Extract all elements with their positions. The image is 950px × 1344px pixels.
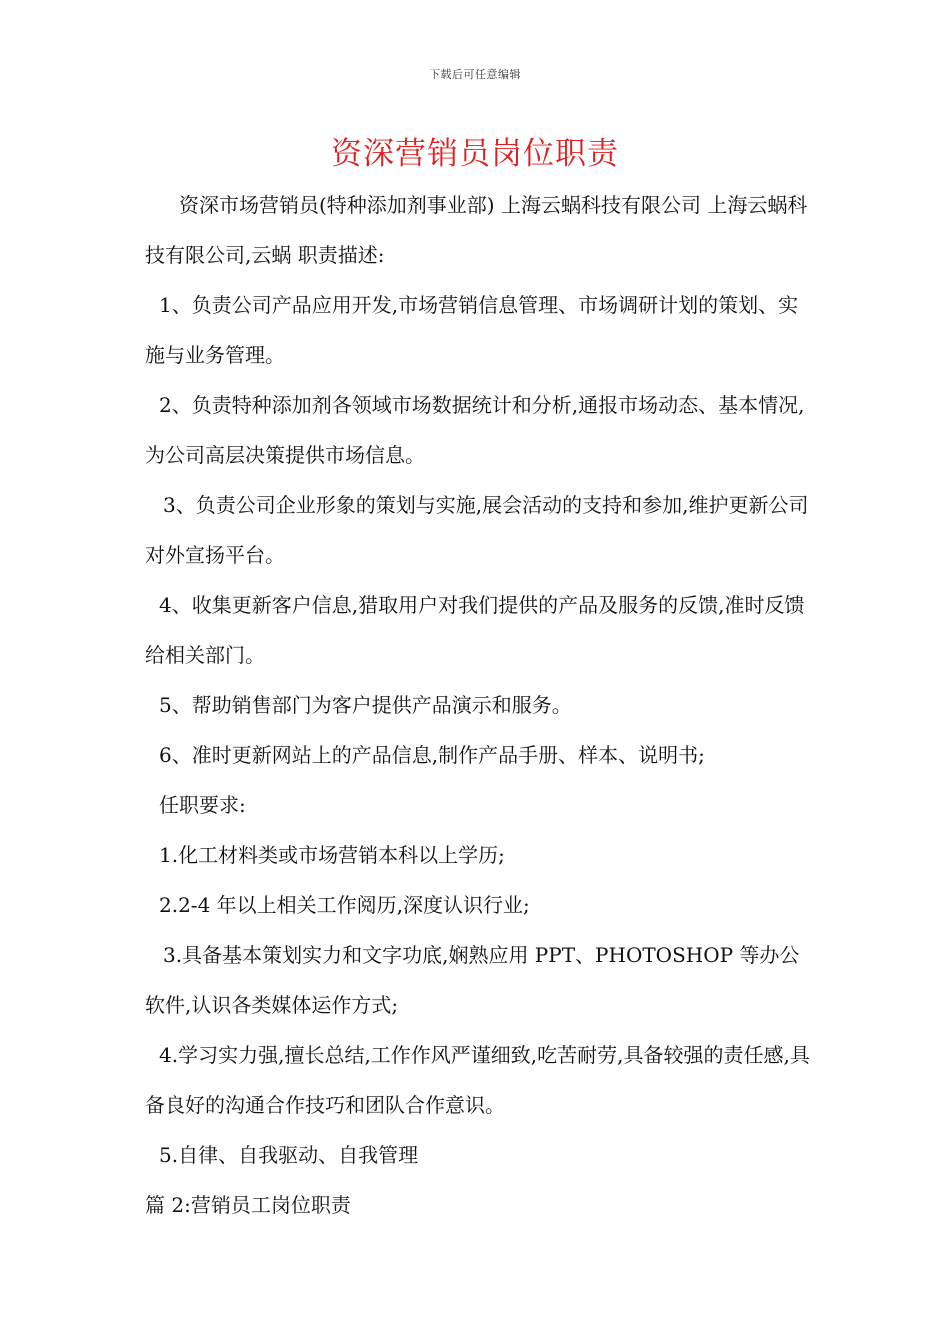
requirements-heading: 任职要求: <box>159 793 246 817</box>
requirement-item-4: 4.学习实力强,擅长总结,工作作风严谨细致,吃苦耐劳,具备较强的责任感,具备良好的沟通合作技巧和团队合作意识。 <box>145 1043 810 1117</box>
next-section-heading: 篇 2:营销员工岗位职责 <box>145 1193 351 1217</box>
duty-item-6: 6、准时更新网站上的产品信息,制作产品手册、样本、说明书; <box>159 743 705 767</box>
requirement-item-1: 1.化工材料类或市场营销本科以上学历; <box>159 843 505 867</box>
duty-item-3: 3、负责公司企业形象的策划与实施,展会活动的支持和参加,维护更新公司对外宣扬平台。 <box>145 493 809 567</box>
header-note: 下载后可任意编辑 <box>429 68 521 81</box>
duty-item-4: 4、收集更新客户信息,猎取用户对我们提供的产品及服务的反馈,准时反馈给相关部门。 <box>145 593 805 667</box>
requirement-item-2: 2.2-4 年以上相关工作阅历,深度认识行业; <box>159 893 530 917</box>
duty-item-5: 5、帮助销售部门为客户提供产品演示和服务。 <box>159 693 572 717</box>
intro-paragraph: 资深市场营销员(特种添加剂事业部) 上海云蜗科技有限公司 上海云蜗科技有限公司,云蜗 职责描述: <box>145 193 808 267</box>
duty-item-2: 2、负责特种添加剂各领域市场数据统计和分析,通报市场动态、基本情况,为公司高层决策提供市场信息。 <box>145 393 805 467</box>
document-title: 资深营销员岗位职责 <box>331 136 619 172</box>
document-body <box>145 180 810 1230</box>
requirement-item-3: 3.具备基本策划实力和文字功底,娴熟应用 PPT、PHOTOSHOP 等办公软件,认识各类媒体运作方式; <box>145 943 800 1017</box>
duty-item-1: 1、负责公司产品应用开发,市场营销信息管理、市场调研计划的策划、实施与业务管理。 <box>145 293 799 367</box>
requirement-item-5: 5.自律、自我驱动、自我管理 <box>159 1143 419 1167</box>
